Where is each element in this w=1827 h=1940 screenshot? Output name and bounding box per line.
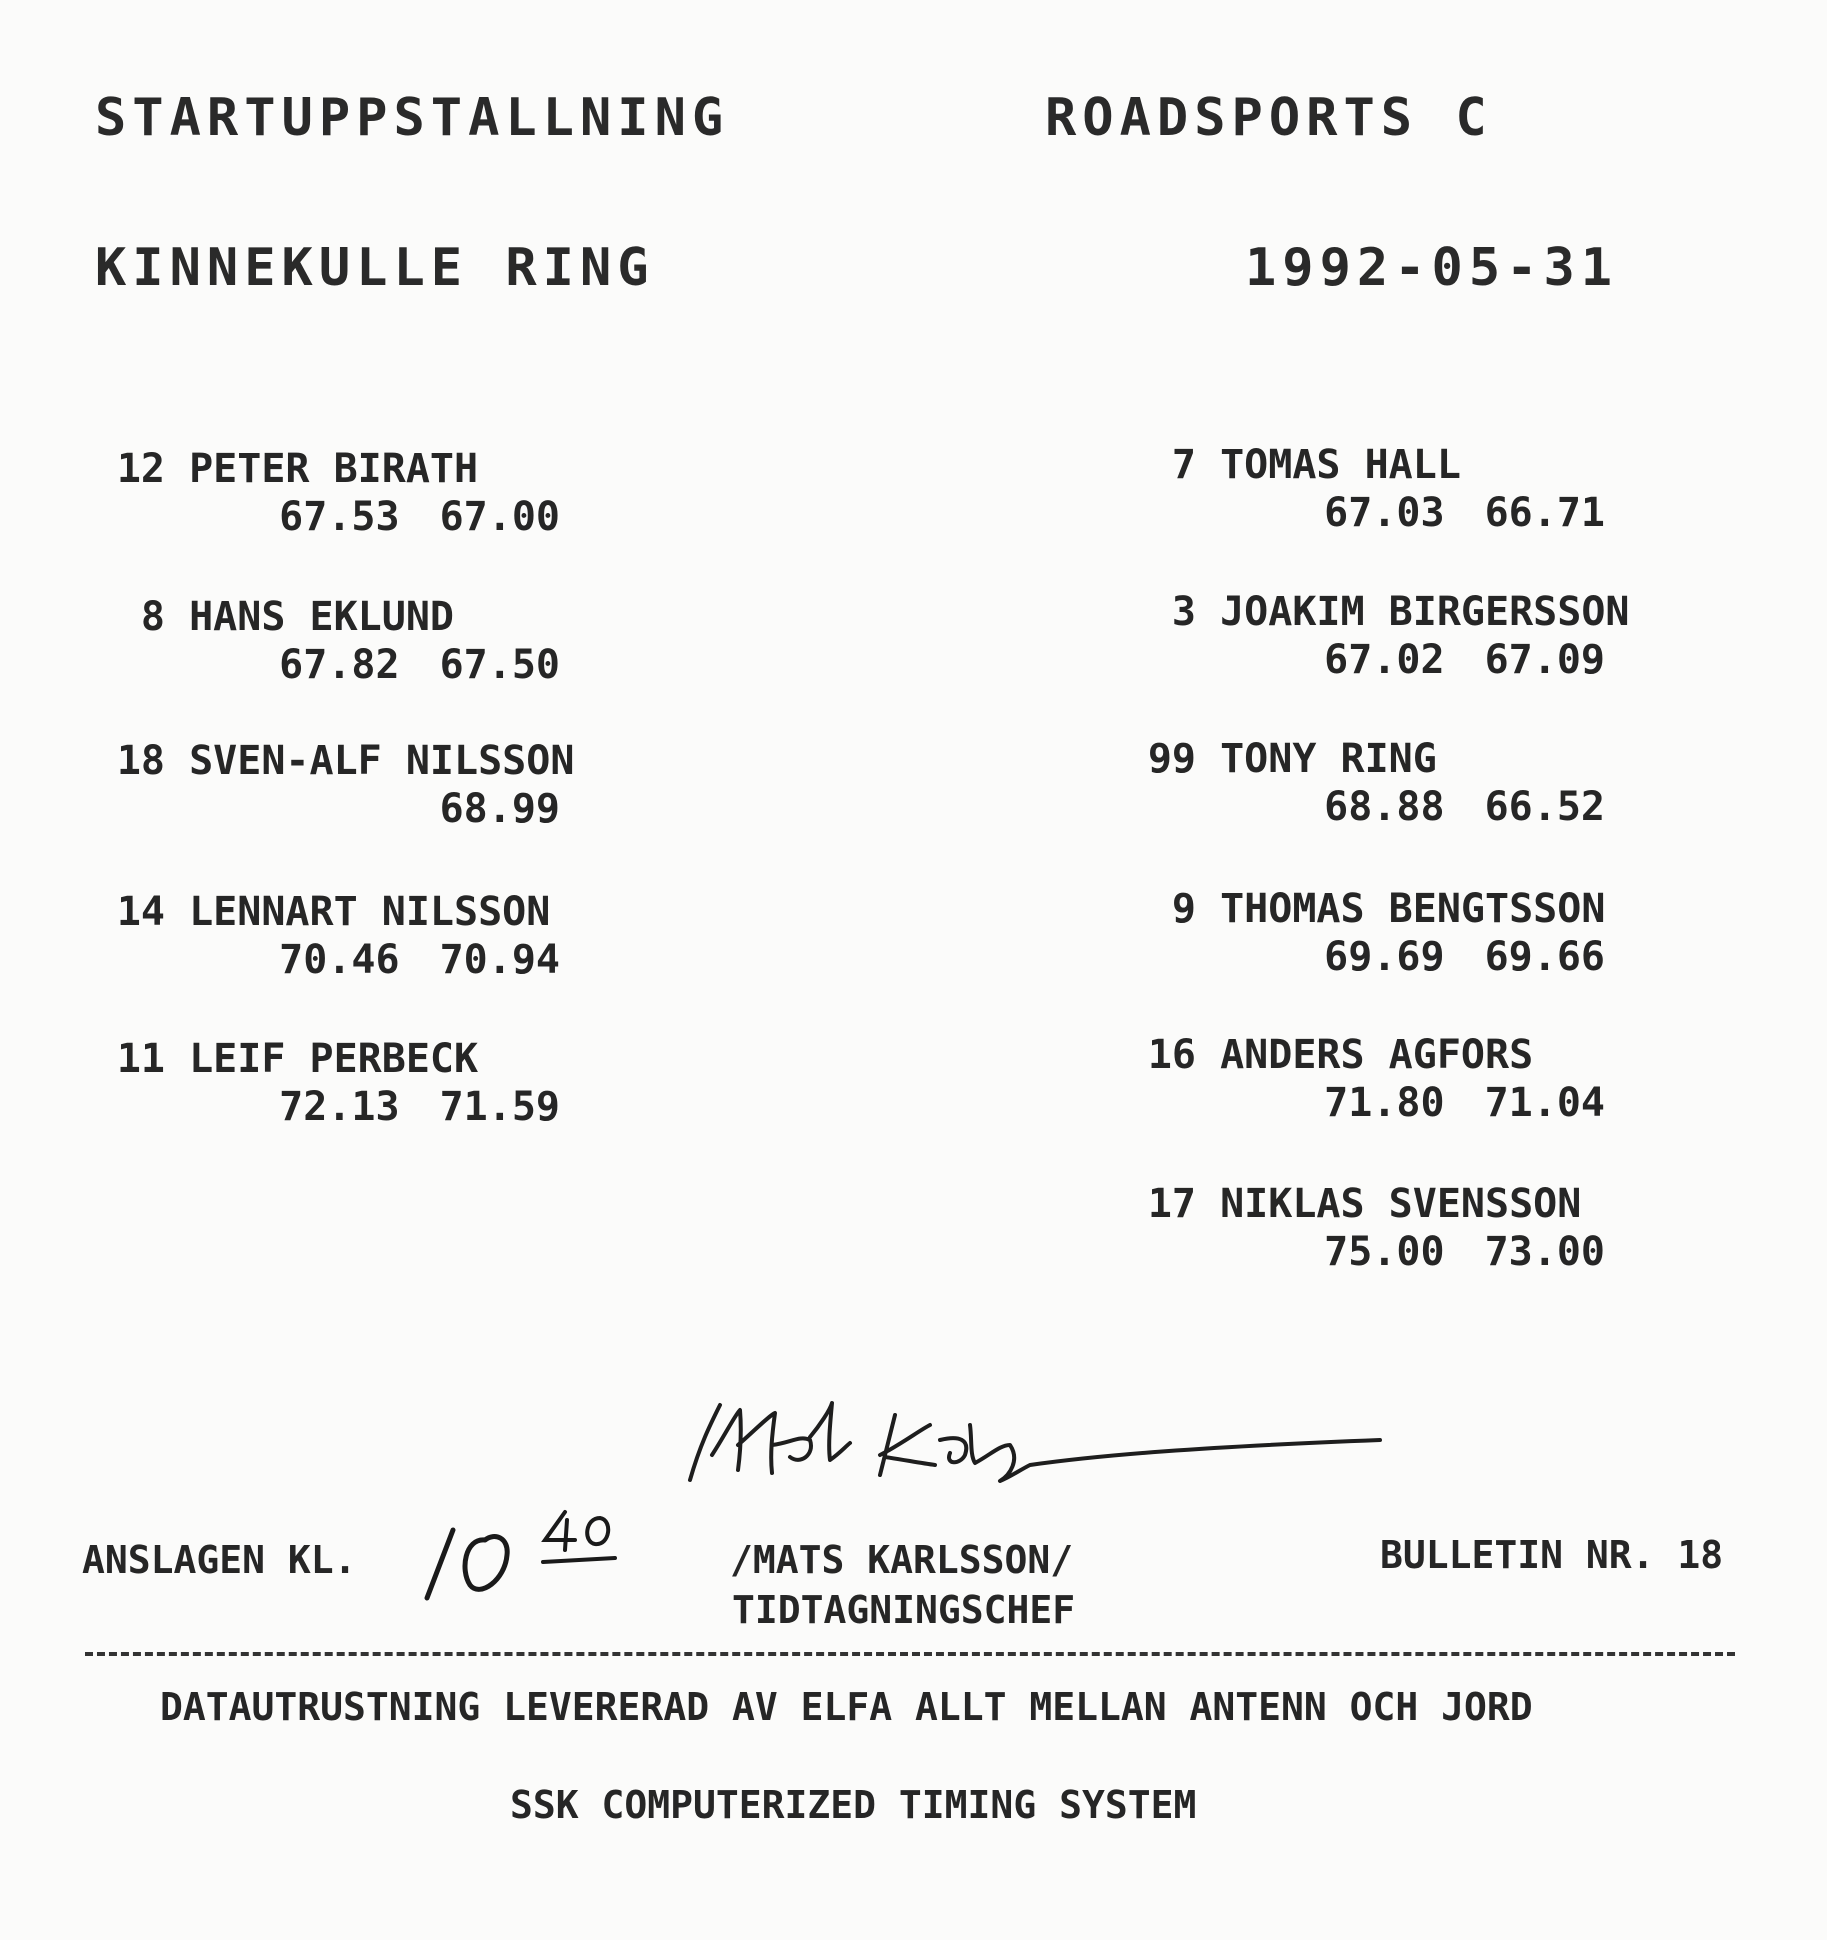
driver-name: PETER BIRATH <box>189 446 479 492</box>
lap-time-1: 69.69 <box>1324 934 1445 980</box>
start-entry <box>95 445 560 541</box>
driver-line <box>95 593 560 641</box>
start-entry <box>95 1035 560 1131</box>
car-number: 11 <box>116 1036 165 1082</box>
lap-times <box>1120 1228 1605 1276</box>
driver-line <box>95 1035 560 1083</box>
lap-times <box>1120 1079 1605 1127</box>
car-number: 9 <box>1171 886 1196 932</box>
car-number: 99 <box>1147 736 1196 782</box>
lap-time-1: 72.13 <box>279 1084 400 1130</box>
car-number: 12 <box>116 446 165 492</box>
driver-name: ANDERS AGFORS <box>1220 1032 1534 1078</box>
driver-line <box>1120 1180 1605 1228</box>
venue-title: KINNEKULLE RING <box>95 238 655 298</box>
driver-name: THOMAS BENGTSSON <box>1220 886 1606 932</box>
driver-line <box>1120 588 1630 636</box>
driver-name: SVEN-ALF NILSSON <box>189 738 575 784</box>
supplier-credit: DATAUTRUSTNING LEVERERAD AV ELFA ALLT MELLAN ANTENN OCH JORD <box>160 1685 1533 1729</box>
divider-rule <box>85 1652 1735 1656</box>
signer-title: TIDTAGNINGSCHEF <box>732 1588 1076 1632</box>
lap-time-2: 67.50 <box>439 642 560 688</box>
lap-time-1: 68.88 <box>1324 784 1445 830</box>
driver-line <box>95 888 560 936</box>
start-entry <box>1120 1180 1605 1276</box>
driver-line <box>95 737 575 785</box>
lap-time-1: 67.03 <box>1324 490 1445 536</box>
start-entry <box>1120 885 1605 981</box>
lap-time-2: 67.00 <box>439 494 560 540</box>
lap-time-1: 67.53 <box>279 494 400 540</box>
lap-times <box>1120 933 1605 981</box>
race-date: 1992-05-31 <box>1245 238 1619 298</box>
signer-name: /MATS KARLSSON/ <box>730 1538 1074 1582</box>
lap-times <box>95 641 560 689</box>
posted-time-handwritten <box>415 1500 645 1610</box>
document-title: STARTUPPSTALLNING <box>95 88 730 148</box>
signature-image <box>680 1385 1400 1495</box>
driver-name: JOAKIM BIRGERSSON <box>1220 589 1630 635</box>
posted-label: ANSLAGEN KL. <box>82 1538 357 1582</box>
car-number: 18 <box>116 738 165 784</box>
bulletin-number: BULLETIN NR. 18 <box>1380 1533 1724 1577</box>
lap-time-2: 69.66 <box>1484 934 1605 980</box>
car-number: 14 <box>116 889 165 935</box>
driver-name: LEIF PERBECK <box>189 1036 479 1082</box>
lap-time-1: 67.82 <box>279 642 400 688</box>
lap-time-2: 68.99 <box>439 786 560 832</box>
car-number: 7 <box>1171 442 1196 488</box>
driver-name: TOMAS HALL <box>1220 442 1461 488</box>
lap-time-2: 66.52 <box>1484 784 1605 830</box>
car-number: 8 <box>140 594 165 640</box>
lap-time-2: 70.94 <box>439 937 560 983</box>
lap-time-2: 73.00 <box>1484 1229 1605 1275</box>
lap-times <box>95 785 560 833</box>
lap-time-1: 75.00 <box>1324 1229 1445 1275</box>
lap-time-1: 71.80 <box>1324 1080 1445 1126</box>
driver-name: HANS EKLUND <box>189 594 454 640</box>
lap-times <box>95 936 560 984</box>
start-entry <box>1120 441 1605 537</box>
driver-line <box>95 445 560 493</box>
driver-line <box>1120 1031 1605 1079</box>
start-entry <box>95 888 560 984</box>
driver-line <box>1120 441 1605 489</box>
car-number: 16 <box>1147 1032 1196 1078</box>
start-entry <box>95 593 560 689</box>
driver-name: NIKLAS SVENSSON <box>1220 1181 1582 1227</box>
driver-line <box>1120 885 1605 933</box>
lap-times <box>95 493 560 541</box>
lap-times <box>1120 783 1605 831</box>
driver-name: LENNART NILSSON <box>189 889 551 935</box>
driver-line <box>1120 735 1605 783</box>
lap-times <box>1120 636 1605 684</box>
lap-time-2: 67.09 <box>1484 637 1605 683</box>
lap-time-1: 67.02 <box>1324 637 1445 683</box>
lap-times <box>1120 489 1605 537</box>
timing-system-credit: SSK COMPUTERIZED TIMING SYSTEM <box>510 1783 1197 1827</box>
start-entry <box>1120 735 1605 831</box>
lap-time-2: 66.71 <box>1484 490 1605 536</box>
start-entry <box>1120 588 1630 684</box>
car-number: 17 <box>1147 1181 1196 1227</box>
lap-times <box>95 1083 560 1131</box>
start-entry <box>1120 1031 1605 1127</box>
class-title: ROADSPORTS C <box>1045 88 1493 148</box>
car-number: 3 <box>1171 589 1196 635</box>
lap-time-2: 71.59 <box>439 1084 560 1130</box>
lap-time-2: 71.04 <box>1484 1080 1605 1126</box>
start-entry <box>95 737 575 833</box>
driver-name: TONY RING <box>1220 736 1437 782</box>
lap-time-1: 70.46 <box>279 937 400 983</box>
